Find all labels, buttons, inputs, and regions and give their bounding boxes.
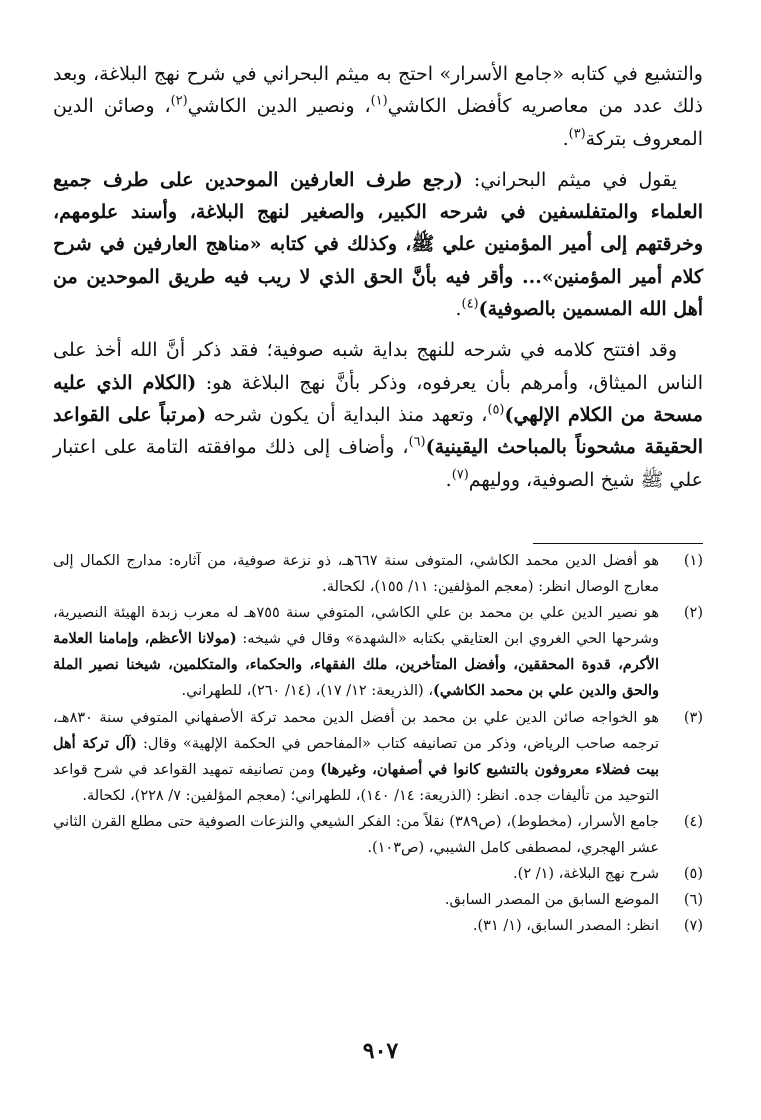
footnote-number: (١) (683, 553, 703, 569)
footnote-number: (٣) (683, 709, 703, 726)
footnote-reference: (٧) (451, 467, 469, 483)
footnote (53, 861, 703, 887)
quoted-text: (مولانا الأعظم، وإمامنا العلامة الأكرم، قدوة المحققين، وأفضل المتأخرين، ملك الفقهاء، والحكماء، والمتكلمين، شيخنا نصير الملة والحق والدين علي بن محمد الكاشي) (53, 630, 659, 700)
footnote-reference: (٣) (568, 126, 586, 142)
footnote (53, 705, 703, 809)
footnote-number: (٧) (683, 918, 703, 935)
footnote-text (53, 861, 659, 887)
text-run: هو أفضل الدين محمد الكاشي، المتوفى سنة ٦٦٧هـ، ذو نزعة صوفية، من آثاره: مدارج الكمال إلى معارج الوصال انظر: (معجم المؤلفين: ١١/ ١٥٥)، لكحالة. (53, 553, 659, 596)
text-run: وقد افتتح كلامه في شرحه للنهج بداية شبه صوفية؛ فقد ذكر أنَّ الله أخذ على الناس الميثاق، وأمرهم بأن يعرفوه، وذكر بأنَّ نهج البلاغة هو: (53, 339, 703, 394)
footnote (53, 913, 703, 939)
text-run: جامع الأسرار، (مخطوط)، (ص٣٨٩) نقلاً من: الفكر الشيعي والنزعات الصوفية حتى مطلع القرن الثاني عشر الهجري، لمصطفى كامل الشيبي، (ص١٠٣). (53, 813, 659, 857)
footnote-text (53, 600, 659, 704)
footnote-text (53, 548, 659, 600)
footnote-reference: (٢) (170, 93, 188, 109)
footnote-reference: (١) (370, 93, 388, 109)
text-run: ، وصائن الدين المعروف بتركة (53, 95, 703, 150)
text-run: والتشيع في كتابه «جامع الأسرار» احتج به ميثم البحراني في شرح نهج البلاغة، وبعد ذلك عدد من معاصريه كأفضل الكاشي (53, 63, 703, 118)
text-run: ومن تصانيفه تمهيد القواعد في شرح قواعد التوحيد من تأليفات جده. انظر: (الذريعة: ١٤/ ١٤٠)، للطهراني؛ (معجم المؤلفين: ٧/ ٢٢٨)، لكحالة. (53, 761, 659, 804)
paragraph (53, 58, 703, 155)
quoted-text: (آل تركة أهل بيت فضلاء معروفون بالتشيع كانوا في أصفهان، وغيرها) (53, 734, 659, 778)
text-run: . (562, 127, 569, 150)
text-run: ، وأضاف إلى ذلك موافقته التامة على اعتبار علي ﷺ شيخ الصوفية، ووليهم (53, 436, 703, 491)
quoted-text: (مرتباً على القواعد الحقيقة مشحوناً بالمباحث اليقينية) (53, 403, 704, 459)
text-run: . (445, 468, 452, 491)
text-run: هو نصير الدين علي بن محمد بن علي الكاشي، المتوفي سنة ٧٥٥هـ له معرب زبدة الهيئة النصيرية، وشرحها الحي الغروي ابن العتايقي بكتابه «الشهدة» وقال في شيخه: (53, 605, 659, 648)
quoted-text: (الكلام الذي عليه مسحة من الكلام الإلهي) (53, 371, 703, 426)
footnote (53, 600, 703, 704)
footnote-text (53, 913, 659, 939)
paragraph (53, 334, 703, 495)
footnote (53, 548, 703, 600)
text-run: انظر: المصدر السابق، (١/ ٣١). (472, 918, 659, 935)
quoted-text: (رجع طرف العارفين الموحدين على طرف جميع العلماء والمتفلسفين في شرحه الكبير، والصغير لنهج البلاغة، وأسند علومهم، وخرقتهم إلى أمير المؤمنين علي ﷺ، وكذلك في كتابه «مناهج العارفين في شرح كلام أمير المؤمنين»... وأقر فيه بأنَّ الحق الذي لا ريب فيه طريق الموحدين من أهل الله المسمين بالصوفية) (53, 168, 703, 321)
text-run: الموضع السابق من المصدر السابق. (444, 892, 659, 909)
footnote (53, 887, 703, 913)
footnote-text (53, 887, 659, 913)
text-run: يقول في ميثم البحراني: (462, 168, 677, 191)
footnote-reference: (٥) (487, 402, 505, 418)
footnote-text (53, 809, 659, 861)
footnotes (53, 548, 703, 939)
main-text (53, 58, 703, 505)
page-number: ٩٠٧ (362, 1038, 399, 1064)
footnote-number: (٦) (683, 892, 703, 909)
footnote (53, 809, 703, 861)
footnote-divider (533, 543, 703, 544)
footnote-number: (٤) (683, 813, 703, 830)
footnote-reference: (٦) (408, 434, 426, 450)
text-run: هو الخواجه صائن الدين علي بن محمد بن أفضل الدين محمد تركة الأصفهاني المتوفي سنة ٨٣٠هـ، ترجمه صاحب الرياض، وذكر من تصانيفه كتاب «المفاحص في الحكمة الإلهية» وقال: (53, 709, 660, 752)
footnote-number: (٥) (683, 866, 703, 883)
text-run: ، وتعهد منذ البداية أن يكون شرحه (206, 403, 488, 426)
footnote-text (53, 705, 659, 809)
footnote-reference: (٤) (461, 296, 479, 312)
footnote-number: (٢) (683, 605, 703, 622)
paragraph (53, 164, 703, 325)
text-run: ، ونصير الدين الكاشي (187, 95, 371, 118)
text-run: شرح نهج البلاغة، (١/ ٢). (513, 866, 659, 883)
text-run: . (455, 298, 462, 321)
text-run: ، (الذريعة: ١٢/ ١٧)، (١٤/ ٢٦٠)، للطهراني. (181, 683, 434, 700)
